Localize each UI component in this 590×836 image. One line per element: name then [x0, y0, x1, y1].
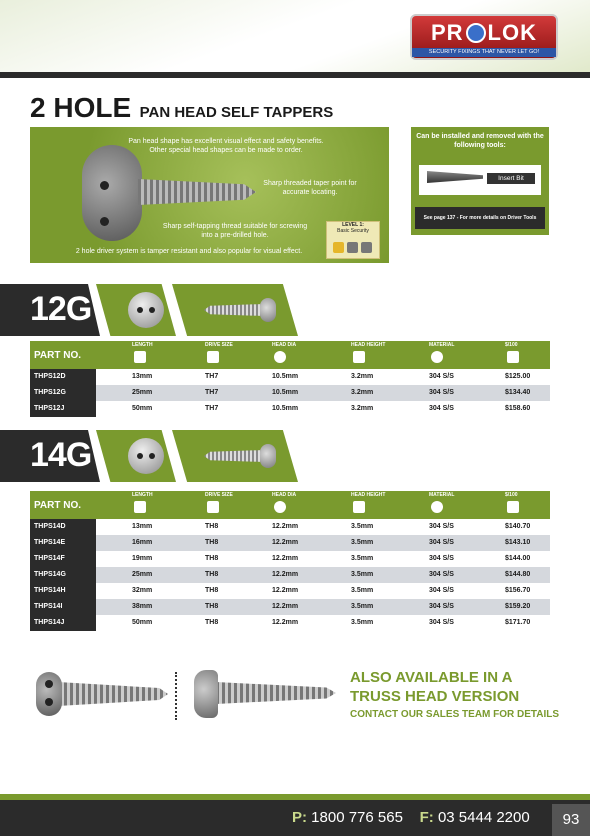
padlock-icon [333, 242, 344, 253]
two-hole-head-icon [128, 438, 164, 474]
cell-price: $171.70 [505, 619, 531, 626]
cell-material: 304 S/S [429, 405, 454, 412]
cell-head-height: 3.5mm [351, 587, 374, 594]
size-label: 12G [30, 290, 92, 328]
col-material: MATERIAL [429, 492, 455, 498]
table-row [30, 615, 550, 631]
prolok-logo [410, 14, 558, 60]
cell-drive: TH7 [205, 389, 219, 396]
cell-head-dia: 12.2mm [272, 523, 299, 530]
tools-panel [411, 127, 549, 235]
security-level-sub: Basic Security [337, 228, 369, 234]
price-box-icon [507, 501, 519, 513]
cell-length: 50mm [132, 619, 153, 626]
cell-head-height: 3.5mm [351, 523, 374, 530]
cell-drive: TH7 [205, 405, 219, 412]
head-height-icon [353, 351, 365, 363]
logo-globe-icon [466, 23, 486, 43]
security-level-title: LEVEL 1: [342, 222, 364, 228]
cell-head-height: 3.2mm [351, 405, 374, 412]
cell-head-height: 3.2mm [351, 373, 374, 380]
screw-head-shape [36, 672, 62, 716]
screw-head-shape [260, 298, 276, 322]
cell-material: 304 S/S [429, 603, 454, 610]
cell-length: 32mm [132, 587, 153, 594]
col-head-height: HEAD HEIGHT [351, 342, 386, 348]
cell-head-height: 3.5mm [351, 571, 374, 578]
table-header [30, 491, 550, 519]
cell-length: 50mm [132, 405, 153, 412]
cell-drive: TH8 [205, 555, 219, 562]
two-hole-screw-image [30, 672, 170, 716]
screw-shaft-shape [204, 304, 264, 316]
part-number: THPS14H [30, 583, 96, 599]
cell-head-dia: 12.2mm [272, 555, 299, 562]
cell-head-dia: 10.5mm [272, 389, 299, 396]
cell-material: 304 S/S [429, 539, 454, 546]
cell-price: $144.80 [505, 571, 531, 578]
page-number: 93 [552, 804, 590, 836]
cell-head-height: 3.5mm [351, 603, 374, 610]
product-table-12g [30, 341, 550, 417]
cell-material: 304 S/S [429, 523, 454, 530]
table-row [30, 567, 550, 583]
cell-material: 304 S/S [429, 389, 454, 396]
logo-wordmark: PR LOK [430, 20, 537, 45]
head-height-icon [353, 501, 365, 513]
cell-price: $125.00 [505, 373, 531, 380]
table-row [30, 551, 550, 567]
cell-drive: TH8 [205, 523, 219, 530]
col-part-no: PART NO. [34, 500, 82, 511]
col-price: $/100 [505, 342, 518, 348]
size-label: 14G [30, 436, 92, 474]
fax-number: 03 5444 2200 [437, 809, 530, 826]
head-dia-icon [274, 351, 286, 363]
cell-length: 25mm [132, 571, 153, 578]
cell-head-dia: 10.5mm [272, 373, 299, 380]
page-title-main: 2 HOLE [30, 92, 132, 123]
part-number: THPS14F [30, 551, 96, 567]
cell-head-dia: 12.2mm [272, 603, 299, 610]
cell-material: 304 S/S [429, 555, 454, 562]
part-number: THPS14I [30, 599, 96, 615]
part-number: THPS12G [30, 385, 96, 401]
header-divider [0, 72, 590, 78]
part-number: THPS14G [30, 567, 96, 583]
logo-tagline: SECURITY FIXINGS THAT NEVER LET GO! [412, 48, 556, 57]
cell-material: 304 S/S [429, 587, 454, 594]
product-table-14g [30, 491, 550, 631]
contact-numbers [292, 809, 530, 826]
screw-head-shape [260, 444, 276, 468]
callout-taper-point: Sharp threaded taper point for accurate locating. [263, 180, 357, 196]
cell-length: 19mm [132, 555, 153, 562]
screw-head-image [82, 145, 142, 241]
material-icon [431, 351, 443, 363]
screw-shaft-shape [204, 450, 264, 462]
drive-size-icon [207, 351, 219, 363]
phone-number: 1800 776 565 [311, 809, 403, 826]
part-number: THPS14D [30, 519, 96, 535]
part-number: THPS12D [30, 369, 96, 385]
col-head-dia: HEAD DIA [272, 492, 297, 498]
page-title [30, 92, 333, 124]
table-body [30, 519, 550, 631]
truss-head-screw-image [190, 668, 340, 720]
pan-head-screw-icon [204, 444, 276, 468]
promo-line-1: ALSO AVAILABLE IN A [350, 669, 513, 686]
cell-head-height: 3.5mm [351, 619, 374, 626]
cell-material: 304 S/S [429, 619, 454, 626]
table-row [30, 599, 550, 615]
cell-price: $140.70 [505, 523, 531, 530]
two-hole-head-icon [128, 292, 164, 328]
table-row [30, 535, 550, 551]
cell-price: $156.70 [505, 587, 531, 594]
cell-length: 25mm [132, 389, 153, 396]
callout-thread: Sharp self-tapping thread suitable for screwing into a pre-drilled hole. [162, 223, 308, 239]
screw-shaft-shape [58, 682, 168, 706]
cell-material: 304 S/S [429, 373, 454, 380]
col-drive-size: DRIVE SIZE [205, 492, 233, 498]
cell-head-dia: 12.2mm [272, 587, 299, 594]
insert-bit-label: Insert Bit [487, 173, 535, 184]
footer-accent-band [0, 794, 590, 800]
cell-head-height: 3.2mm [351, 389, 374, 396]
col-length: LENGTH [132, 492, 153, 498]
col-drive-size: DRIVE SIZE [205, 342, 233, 348]
cell-head-dia: 12.2mm [272, 619, 299, 626]
part-number: THPS14J [30, 615, 96, 631]
col-material: MATERIAL [429, 342, 455, 348]
drive-size-icon [207, 501, 219, 513]
cell-length: 13mm [132, 523, 153, 530]
col-part-no: PART NO. [34, 350, 82, 361]
cell-price: $144.00 [505, 555, 531, 562]
tools-heading: Can be installed and removed with the following tools: [416, 133, 544, 149]
drive-hole-icon [137, 453, 143, 459]
drive-hole-icon [45, 680, 53, 688]
cell-drive: TH8 [205, 571, 219, 578]
callout-head-shape: Pan head shape has excellent visual effect and safety benefits. Other special head shapes can be made to order. [128, 138, 324, 154]
size-banner-12g [0, 284, 300, 336]
col-head-dia: HEAD DIA [272, 342, 297, 348]
cell-drive: TH8 [205, 603, 219, 610]
table-row [30, 369, 550, 385]
product-hero-panel [30, 127, 389, 263]
cell-drive: TH8 [205, 539, 219, 546]
table-row [30, 519, 550, 535]
cell-material: 304 S/S [429, 571, 454, 578]
part-number: THPS14E [30, 535, 96, 551]
cell-head-dia: 12.2mm [272, 571, 299, 578]
cell-head-height: 3.5mm [351, 539, 374, 546]
cell-drive: TH8 [205, 587, 219, 594]
drive-hole-icon [45, 698, 53, 706]
screw-shaft-shape [216, 682, 336, 704]
pan-head-screw-icon [204, 298, 276, 322]
table-row [30, 401, 550, 417]
cell-head-height: 3.5mm [351, 555, 374, 562]
drive-hole-icon [149, 307, 155, 313]
cell-drive: TH8 [205, 619, 219, 626]
cell-price: $134.40 [505, 389, 531, 396]
drive-hole-icon [100, 217, 109, 226]
tools-page-reference: See page 137 - For more details on Driver Tools [415, 207, 545, 229]
cell-price: $159.20 [505, 603, 531, 610]
length-icon [134, 501, 146, 513]
cell-head-dia: 12.2mm [272, 539, 299, 546]
phone-label: P: [292, 809, 307, 826]
head-dia-icon [274, 501, 286, 513]
table-row [30, 385, 550, 401]
cell-length: 16mm [132, 539, 153, 546]
cell-price: $158.60 [505, 405, 531, 412]
page-footer [0, 794, 590, 836]
promo-contact: CONTACT OUR SALES TEAM FOR DETAILS [350, 709, 560, 720]
screw-shaft-image [138, 179, 256, 205]
drive-hole-icon [100, 181, 109, 190]
truss-head-promo [350, 668, 559, 724]
promo-line-2: TRUSS HEAD VERSION [350, 688, 520, 705]
fax-label: F: [419, 809, 434, 826]
table-row [30, 583, 550, 599]
table-body [30, 369, 550, 417]
security-level-badge [326, 221, 380, 259]
dotted-divider [175, 672, 179, 720]
screw-head-shape [194, 670, 218, 718]
cell-drive: TH7 [205, 373, 219, 380]
part-number: THPS12J [30, 401, 96, 417]
col-length: LENGTH [132, 342, 153, 348]
col-head-height: HEAD HEIGHT [351, 492, 386, 498]
padlock-icon [361, 242, 372, 253]
table-header [30, 341, 550, 369]
padlock-icon [347, 242, 358, 253]
drive-hole-icon [149, 453, 155, 459]
drive-hole-icon [137, 307, 143, 313]
cell-price: $143.10 [505, 539, 531, 546]
col-price: $/100 [505, 492, 518, 498]
length-icon [134, 351, 146, 363]
material-icon [431, 501, 443, 513]
callout-drive-system: 2 hole driver system is tamper resistant and also popular for visual effect. [75, 248, 303, 255]
price-box-icon [507, 351, 519, 363]
cell-head-dia: 10.5mm [272, 405, 299, 412]
page-title-sub: PAN HEAD SELF TAPPERS [139, 104, 334, 121]
cell-length: 38mm [132, 603, 153, 610]
size-banner-14g [0, 430, 300, 482]
cell-length: 13mm [132, 373, 153, 380]
